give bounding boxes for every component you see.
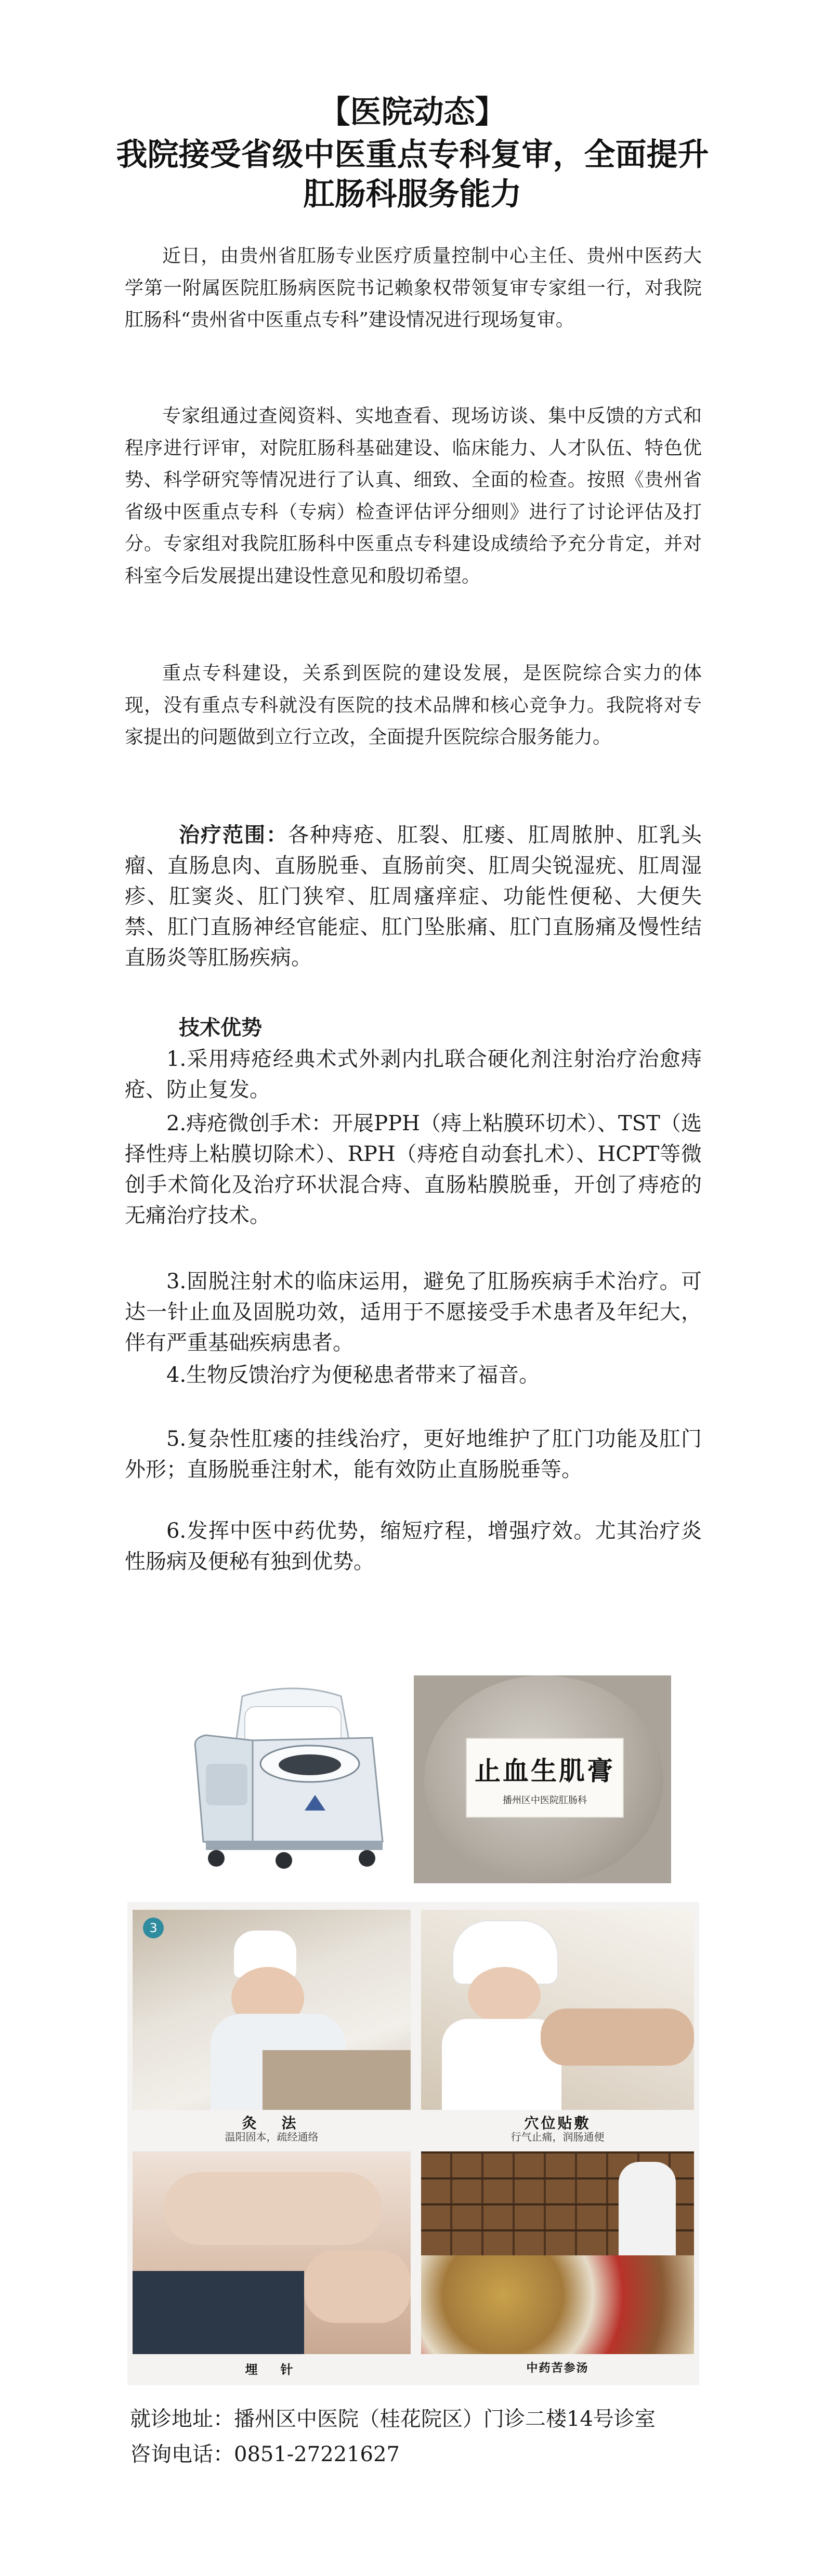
category-heading: 【医院动态】 xyxy=(319,94,506,130)
practitioner-hand xyxy=(304,2250,411,2323)
paragraph-2: 专家组通过查阅资料、实地查看、现场访谈、集中反馈的方式和程序进行评审，对院肛肠科基础建设、临床能力、人才队伍、特色优势、科学研究等情况进行了认真、细致、全面的检查。按照《贵州省省级中医重点专科（专病）检查评估评分细则》进行了讨论评估及打分。专家组对我院肛肠科中医重点专科建设成绩给予充分肯定，并对科室今后发展提出建设性意见和殷切希望。 xyxy=(125,405,702,587)
photo-badge: 3 xyxy=(143,1918,164,1938)
paragraph-3: 重点专科建设，关系到医院的建设发展，是医院综合实力的体现，没有重点专科就没有医院的技术品牌和核心竞争力。我院将对专家提出的问题做到立行立改，全面提升医院综合服务能力。 xyxy=(125,663,702,748)
nurse-face-2 xyxy=(468,1967,541,2024)
moxibustion-caption-title: 灸 法 xyxy=(242,2115,302,2132)
patient-blanket xyxy=(263,2050,411,2110)
acupoint-caption xyxy=(421,2110,694,2141)
herbal-medicine-photo xyxy=(421,2151,694,2354)
moxibustion-caption xyxy=(133,2110,411,2141)
needle-embedding-caption xyxy=(133,2354,411,2380)
treatment-scope-text: 各种痔疮、肛裂、肛瘘、肛周脓肿、肛乳头瘤、直肠息肉、直肠脱垂、直肠前突、肛周尖锐湿疣、肛周湿疹、肛窦炎、肛门狭窄、肛周瘙痒症、功能性便秘、大便失禁、肛门直肠神经官能症、肛门坠胀痛、肛门直肠痛及慢性结直肠炎等肛肠疾病。 xyxy=(125,823,702,970)
tech-item-1: 1.采用痔疮经典术式外剥内扎联合硬化剂注射治疗治愈痔疮、防止复发。 xyxy=(125,1047,702,1102)
tech-item-5: 5.复杂性肛瘘的挂线治疗，更好地维护了肛门功能及肛门外形；直肠脱垂注射术，能有效防止直肠脱垂等。 xyxy=(125,1427,702,1482)
needle-embedding-caption-title: 埋 针 xyxy=(245,2362,298,2377)
patient-garment xyxy=(133,2271,304,2354)
ointment-label-main: 止血生肌膏 xyxy=(475,1755,615,1786)
ointment-label xyxy=(466,1738,624,1818)
moxibustion-photo xyxy=(133,1910,411,2110)
tech-item-6: 6.发挥中医中药优势，缩短疗程，增强疗效。尤其治疗炎性肠病及便秘有独到优势。 xyxy=(125,1519,702,1574)
tech-advantages-heading: 技术优势 xyxy=(179,1015,262,1040)
herbal-caption xyxy=(421,2354,694,2380)
herb-display xyxy=(421,2255,694,2354)
acupoint-caption-sub: 行气止痛，润肠通便 xyxy=(510,2131,605,2143)
acupoint-caption-title: 穴位贴敷 xyxy=(524,2115,591,2132)
tech-item-3: 3.固脱注射术的临床运用，避免了肛肠疾病手术治疗。可达一针止血及固脱功效，适用于不愿接受手术患者及年纪大，伴有严重基础疾病患者。 xyxy=(125,1270,702,1355)
consult-phone: 咨询电话：0851-27221627 xyxy=(130,2442,400,2466)
biofeedback-chair-photo xyxy=(185,1675,409,1883)
ointment-jar-photo xyxy=(414,1675,671,1883)
pharmacist xyxy=(619,2162,676,2266)
tech-item-2: 2.痔疮微创手术：开展PPH（痔上粘膜环切术）、TST（选择性痔上粘膜切除术）、RPH（痔疮自动套扎术）、HCPT等微创手术简化及治疗环状混合痔、直肠粘膜脱垂，开创了痔疮的无痛治疗技术。 xyxy=(125,1112,702,1227)
needle-embedding-photo xyxy=(133,2151,411,2354)
moxibustion-caption-sub: 温阳固本，疏经通络 xyxy=(225,2131,319,2143)
patient-back xyxy=(164,2172,382,2245)
paragraph-1: 近日，由贵州省肛肠专业医疗质量控制中心主任、贵州中医药大学第一附属医院肛肠病医院书记赖象权带领复审专家组一行，对我院肛肠科“贵州省中医重点专科”建设情况进行现场复审。 xyxy=(125,245,702,331)
treatment-scope xyxy=(125,820,702,973)
article-title xyxy=(0,135,825,214)
tech-item-4: 4.生物反馈治疗为便秘患者带来了福音。 xyxy=(166,1363,540,1387)
clinic-address: 就诊地址：播州区中医院（桂花院区）门诊二楼14号诊室 xyxy=(130,2407,656,2431)
treatment-chair-illustration xyxy=(185,1675,409,1883)
treatment-scope-label: 治疗范围： xyxy=(179,823,288,847)
ointment-label-sub: 播州区中医院肛肠科 xyxy=(503,1795,587,1806)
title-line-2: 肛肠科服务能力 xyxy=(303,176,522,213)
patient-leg xyxy=(541,2009,694,2066)
herbal-caption-title: 中药苦参汤 xyxy=(526,2361,589,2375)
acupoint-application-photo xyxy=(421,1910,694,2110)
title-line-1: 我院接受省级中医重点专科复审，全面提升 xyxy=(116,137,709,173)
